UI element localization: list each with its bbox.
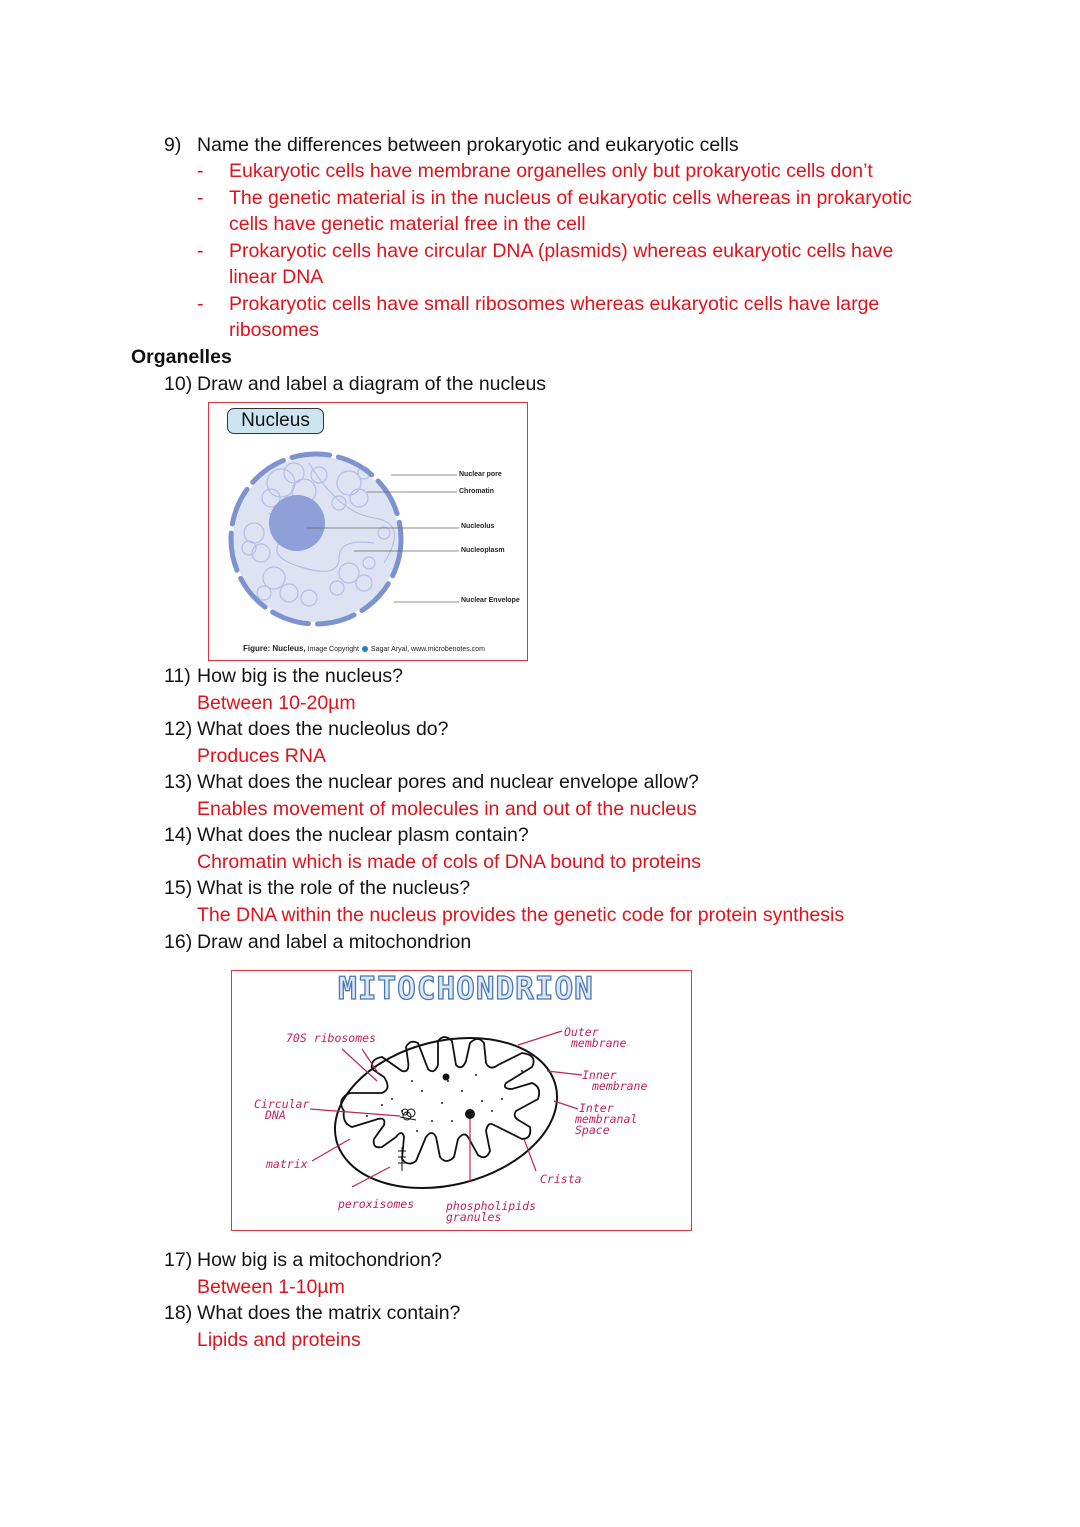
question-number: 18) <box>164 1302 193 1324</box>
answer-14: Chromatin which is made of cols of DNA bound to proteins <box>197 851 702 873</box>
label-text: granules <box>446 1210 502 1224</box>
label-text: Inter <box>579 1101 614 1115</box>
label-text: Circular <box>254 1097 310 1111</box>
label-circular-dna <box>254 1099 309 1121</box>
caption-credit: Sagar Aryal, www.microbenotes.com <box>370 646 485 653</box>
label-nuclear-pore: Nuclear pore <box>459 471 502 478</box>
question-text: Name the differences between prokaryotic and eukaryotic cells <box>197 134 739 156</box>
answer-line: linear DNA <box>229 266 324 288</box>
bullet-dash: - <box>197 160 204 182</box>
question-number: 9) <box>164 134 182 156</box>
answer-18: Lipids and proteins <box>197 1329 361 1351</box>
caption-title: Figure: Nucleus, <box>243 644 306 653</box>
question-text: What does the matrix contain? <box>197 1302 461 1324</box>
nucleus-diagram <box>208 402 528 661</box>
label-text: membranal <box>575 1112 638 1126</box>
question-number: 13) <box>164 771 193 793</box>
question-number: 11) <box>164 665 191 687</box>
caption-copyright: Image Copyright <box>307 646 359 653</box>
answer-line: Prokaryotic cells have circular DNA (plasmids) whereas eukaryotic cells have <box>229 240 894 262</box>
question-number: 14) <box>164 824 193 846</box>
question-text: What does the nuclear plasm contain? <box>197 824 529 846</box>
question-number: 16) <box>164 931 193 953</box>
nucleus-title: Nucleus <box>227 408 324 434</box>
label-phospholipid-granules <box>446 1201 536 1223</box>
label-text: phospholipids <box>446 1199 537 1213</box>
label-outer-membrane <box>564 1027 626 1049</box>
question-text: What does the nuclear pores and nuclear envelope allow? <box>197 771 699 793</box>
label-peroxisomes: peroxisomes <box>338 1197 415 1211</box>
granule-small <box>443 1074 450 1081</box>
question-16 <box>164 929 471 956</box>
granule-large <box>465 1109 475 1119</box>
label-nucleoplasm: Nucleoplasm <box>461 547 505 554</box>
question-number: 17) <box>164 1249 193 1271</box>
bullet-dash: - <box>197 293 204 315</box>
question-11 <box>164 663 403 690</box>
question-12 <box>164 716 449 743</box>
section-heading: Organelles <box>131 346 232 368</box>
label-nucleolus: Nucleolus <box>461 523 495 530</box>
label-nuclear-envelope: Nuclear Envelope <box>461 597 520 604</box>
question-text: What does the nucleolus do? <box>197 718 449 740</box>
answer-line: The genetic material is in the nucleus of eukaryotic cells whereas in prokaryotic <box>229 187 912 209</box>
label-crista: Crista <box>540 1172 582 1186</box>
label-text: Inner <box>582 1068 617 1082</box>
question-text: How big is the nucleus? <box>197 665 403 687</box>
answer-12: Produces RNA <box>197 745 326 767</box>
answer-line: Prokaryotic cells have small ribosomes whereas eukaryotic cells have large <box>229 293 880 315</box>
answer-line: Eukaryotic cells have membrane organelles only but prokaryotic cells don’t <box>229 160 873 182</box>
mitochondrion-diagram <box>231 970 692 1231</box>
question-15 <box>164 875 470 902</box>
bullet-dash: - <box>197 187 204 209</box>
question-text: Draw and label a diagram of the nucleus <box>197 373 547 395</box>
mitochondrion-title: MITOCHONDRION <box>338 971 594 1007</box>
answer-line: ribosomes <box>229 319 319 341</box>
answer-line: cells have genetic material free in the cell <box>229 213 586 235</box>
question-text: How big is a mitochondrion? <box>197 1249 442 1271</box>
question-14 <box>164 822 529 849</box>
label-text: Space <box>575 1123 610 1137</box>
copyright-icon <box>362 646 368 652</box>
answer-17: Between 1-10µm <box>197 1276 345 1298</box>
answer-15: The DNA within the nucleus provides the genetic code for protein synthesis <box>197 904 845 926</box>
question-9 <box>164 132 739 159</box>
answer-11: Between 10-20µm <box>197 692 356 714</box>
label-text: membrane <box>571 1036 627 1050</box>
nucleolus-shape <box>269 495 325 551</box>
label-matrix: matrix <box>266 1157 308 1171</box>
question-number: 12) <box>164 718 193 740</box>
label-text: membrane <box>592 1079 648 1093</box>
question-text: Draw and label a mitochondrion <box>197 931 472 953</box>
label-text: DNA <box>265 1108 286 1122</box>
label-text: Outer <box>564 1025 599 1039</box>
label-chromatin: Chromatin <box>459 488 494 495</box>
nucleus-illustration <box>209 403 529 662</box>
question-text: What is the role of the nucleus? <box>197 877 471 899</box>
question-18 <box>164 1300 460 1327</box>
label-70s-ribosomes: 70S ribosomes <box>286 1031 377 1045</box>
question-number: 10) <box>164 373 193 395</box>
label-inner-membrane <box>582 1070 647 1092</box>
question-10 <box>164 371 546 398</box>
question-17 <box>164 1247 442 1274</box>
bullet-dash: - <box>197 240 204 262</box>
question-number: 15) <box>164 877 193 899</box>
answer-13: Enables movement of molecules in and out of the nucleus <box>197 798 697 820</box>
question-13 <box>164 769 699 796</box>
label-intermembrane-space <box>575 1103 637 1136</box>
figure-caption <box>243 644 485 653</box>
